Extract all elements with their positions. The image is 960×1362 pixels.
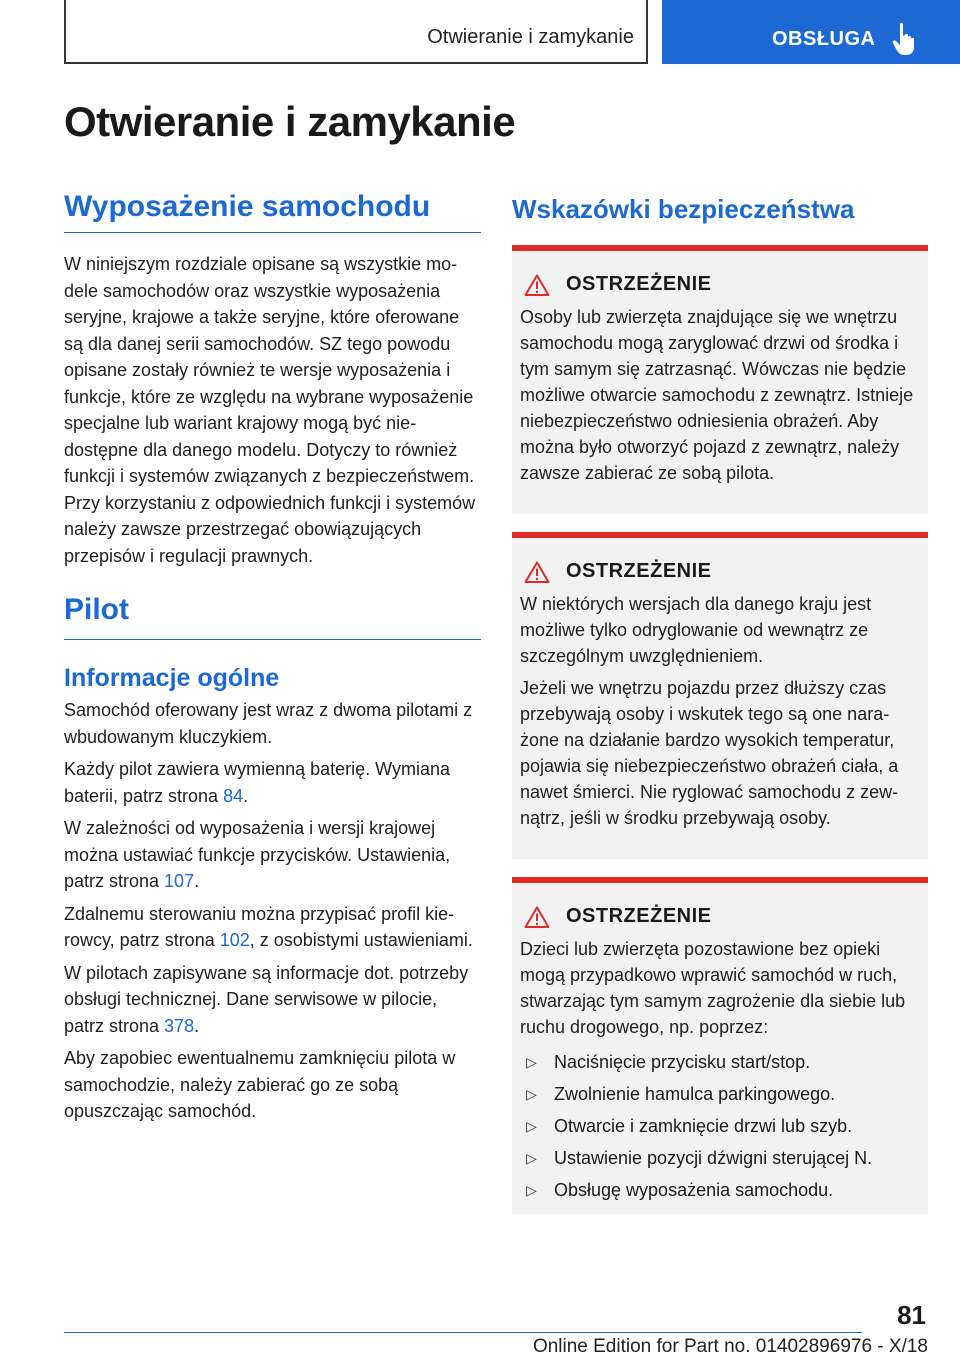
footer-edition-text: Online Edition for Part no. 01402896976 - X/18 [532, 1336, 928, 1357]
header-section-title: Otwieranie i zamykanie [427, 26, 634, 48]
warning-label: OSTRZEŻENIE [566, 905, 712, 927]
text-run: Każdy pilot zawiera wymienną baterię. Wymiana baterii, patrz strona [64, 759, 451, 806]
warning-text: Dzieci lub zwierzęta pozostawione bez opieki mogą przypadkowo wprawić samochód w ruch, stwarzając tym samym zagrożenie dla siebie lub ruchu drogowego, np. poprzez: [520, 939, 906, 1037]
list-item [520, 1110, 922, 1142]
text-run: W zależności od wyposażenia i wersji krajowej można ustawiać funkcje przycisków. Ustawienia, patrz strona [64, 818, 451, 891]
warning-header [520, 905, 922, 928]
list-item [520, 1078, 922, 1110]
pilot-paragraph-1: Samochód oferowany jest wraz z dwoma pilotami z wbudowanym kluczykiem. [64, 700, 473, 747]
triangle-bullet-icon: ▷ [526, 1150, 537, 1166]
warning-header [520, 560, 922, 583]
list-item [520, 1046, 922, 1078]
header-section-box [64, 0, 648, 64]
pilot-paragraph-6: Aby zapobiec ewentualnemu zamknięciu pilota w samochodzie, należy zabierać go ze sobą opuszczając samochód. [64, 1048, 456, 1121]
triangle-bullet-icon: ▷ [526, 1182, 537, 1198]
pilot-paragraph-5 [64, 960, 481, 1040]
warning-text: Jeżeli we wnętrzu pojazdu przez dłuższy czas przebywają osoby i wskutek tego są one narażone na działanie bardzo wysokich temperatur, pojawia się niebezpieczeństwo obrażeń ciała, a nawet śmierci. Nie ryglować samochodu z zewnątrz, jeśli w środku przebywają osoby. [520, 678, 899, 828]
warning-bullet-list [520, 1046, 922, 1206]
list-item-text: Ustawienie pozycji dźwigni sterującej N. [554, 1148, 873, 1168]
page-number: 81 [897, 1300, 926, 1330]
page-link-84[interactable]: 84 [223, 785, 244, 806]
list-item [520, 1174, 922, 1206]
warning-box-1 [512, 245, 928, 514]
equipment-paragraph: W niniejszym rozdziale opisane są wszystkie modele samochodów oraz wszystkie wyposażenia seryjne, krajowe a także seryjne, które oferowane są dla danej serii samochodów. SZ tego powodu opisane zostały również te wersje wyposażenia i funkcje, które ze względu na wybrane wyposażenie specjalne lub wariant krajowy mogą być niedostępne dla danego modelu. Dotyczy to również funkcji i systemów związanych z bezpieczeństwem. Przy korzystaniu z odpowiednich funkcji i systemów należy zawsze przestrzegać obowiązujących przepisów i regulacji prawnych. [64, 254, 476, 566]
right-column [512, 190, 928, 1214]
warning-label: OSTRZEŻENIE [566, 560, 712, 582]
warning-text: Osoby lub zwierzęta znajdujące się we wnętrzu samochodu mogą zaryglować drzwi od środka i tym samym się zatrzasnąć. Wówczas nie będzie możliwe otwarcie samochodu z zewnątrz. Istnieje niebezpieczeństwo odniesienia obrażeń. Aby można było otworzyć pojazd z zewnątrz, należy zawsze zabierać ze sobą pilota. [520, 307, 914, 483]
text-run: , z osobistymi ustawieniami. [249, 930, 473, 950]
pilot-paragraph-3 [64, 815, 481, 895]
header-tab-label: OBSŁUGA [772, 28, 876, 50]
list-item-text: Naciśnięcie przycisku start/stop. [554, 1052, 811, 1072]
warning-triangle-icon [524, 906, 550, 928]
warning-header [520, 273, 922, 296]
warning-triangle-icon [524, 561, 550, 583]
list-item-text: Zwolnienie hamulca parkingowego. [554, 1084, 836, 1104]
page-link-378[interactable]: 378 [164, 1015, 195, 1036]
list-item-text: Otwarcie i zamknięcie drzwi lub szyb. [554, 1116, 853, 1136]
warning-triangle-icon [524, 274, 550, 296]
text-run: Zdalnemu sterowaniu można przypisać profil kierowcy, patrz strona [64, 903, 455, 950]
footer-divider [64, 1332, 862, 1333]
warning-box-2 [512, 532, 928, 859]
section-heading-safety: Wskazówki bezpieczeństwa [512, 194, 855, 224]
text-run: . [194, 1015, 200, 1036]
warning-box-3 [512, 877, 928, 1214]
warning-label: OSTRZEŻENIE [566, 273, 712, 295]
left-column [64, 190, 481, 1131]
page-link-102[interactable]: 102 [219, 930, 250, 950]
page-title: Otwieranie i zamykanie [64, 98, 516, 145]
triangle-bullet-icon: ▷ [526, 1118, 537, 1134]
text-run: . [194, 871, 200, 891]
section-heading-equipment: Wyposażenie samochodu [64, 190, 481, 233]
text-run: W pilotach zapisywane są informacje dot. potrzeby obsługi technicznej. Dane serwisowe w pilocie, patrz strona [64, 962, 469, 1036]
hand-pointer-icon [892, 22, 918, 56]
triangle-bullet-icon: ▷ [526, 1086, 537, 1102]
text-run: . [243, 785, 249, 806]
warning-text: W niektórych wersjach dla danego kraju jest możliwe tylko odryglowanie od wewnątrz ze szczególnym uwzględnieniem. [520, 594, 872, 666]
triangle-bullet-icon: ▷ [526, 1054, 537, 1070]
header-tab-obsluga[interactable] [662, 0, 960, 64]
list-item-text: Obsługę wyposażenia samochodu. [554, 1180, 834, 1200]
pilot-paragraph-2 [64, 756, 481, 809]
page-link-107[interactable]: 107 [164, 871, 195, 891]
subheading-general-info: Informacje ogólne [64, 664, 280, 692]
pilot-paragraph-4 [64, 901, 481, 954]
list-item [520, 1142, 922, 1174]
section-heading-pilot: Pilot [64, 593, 481, 640]
